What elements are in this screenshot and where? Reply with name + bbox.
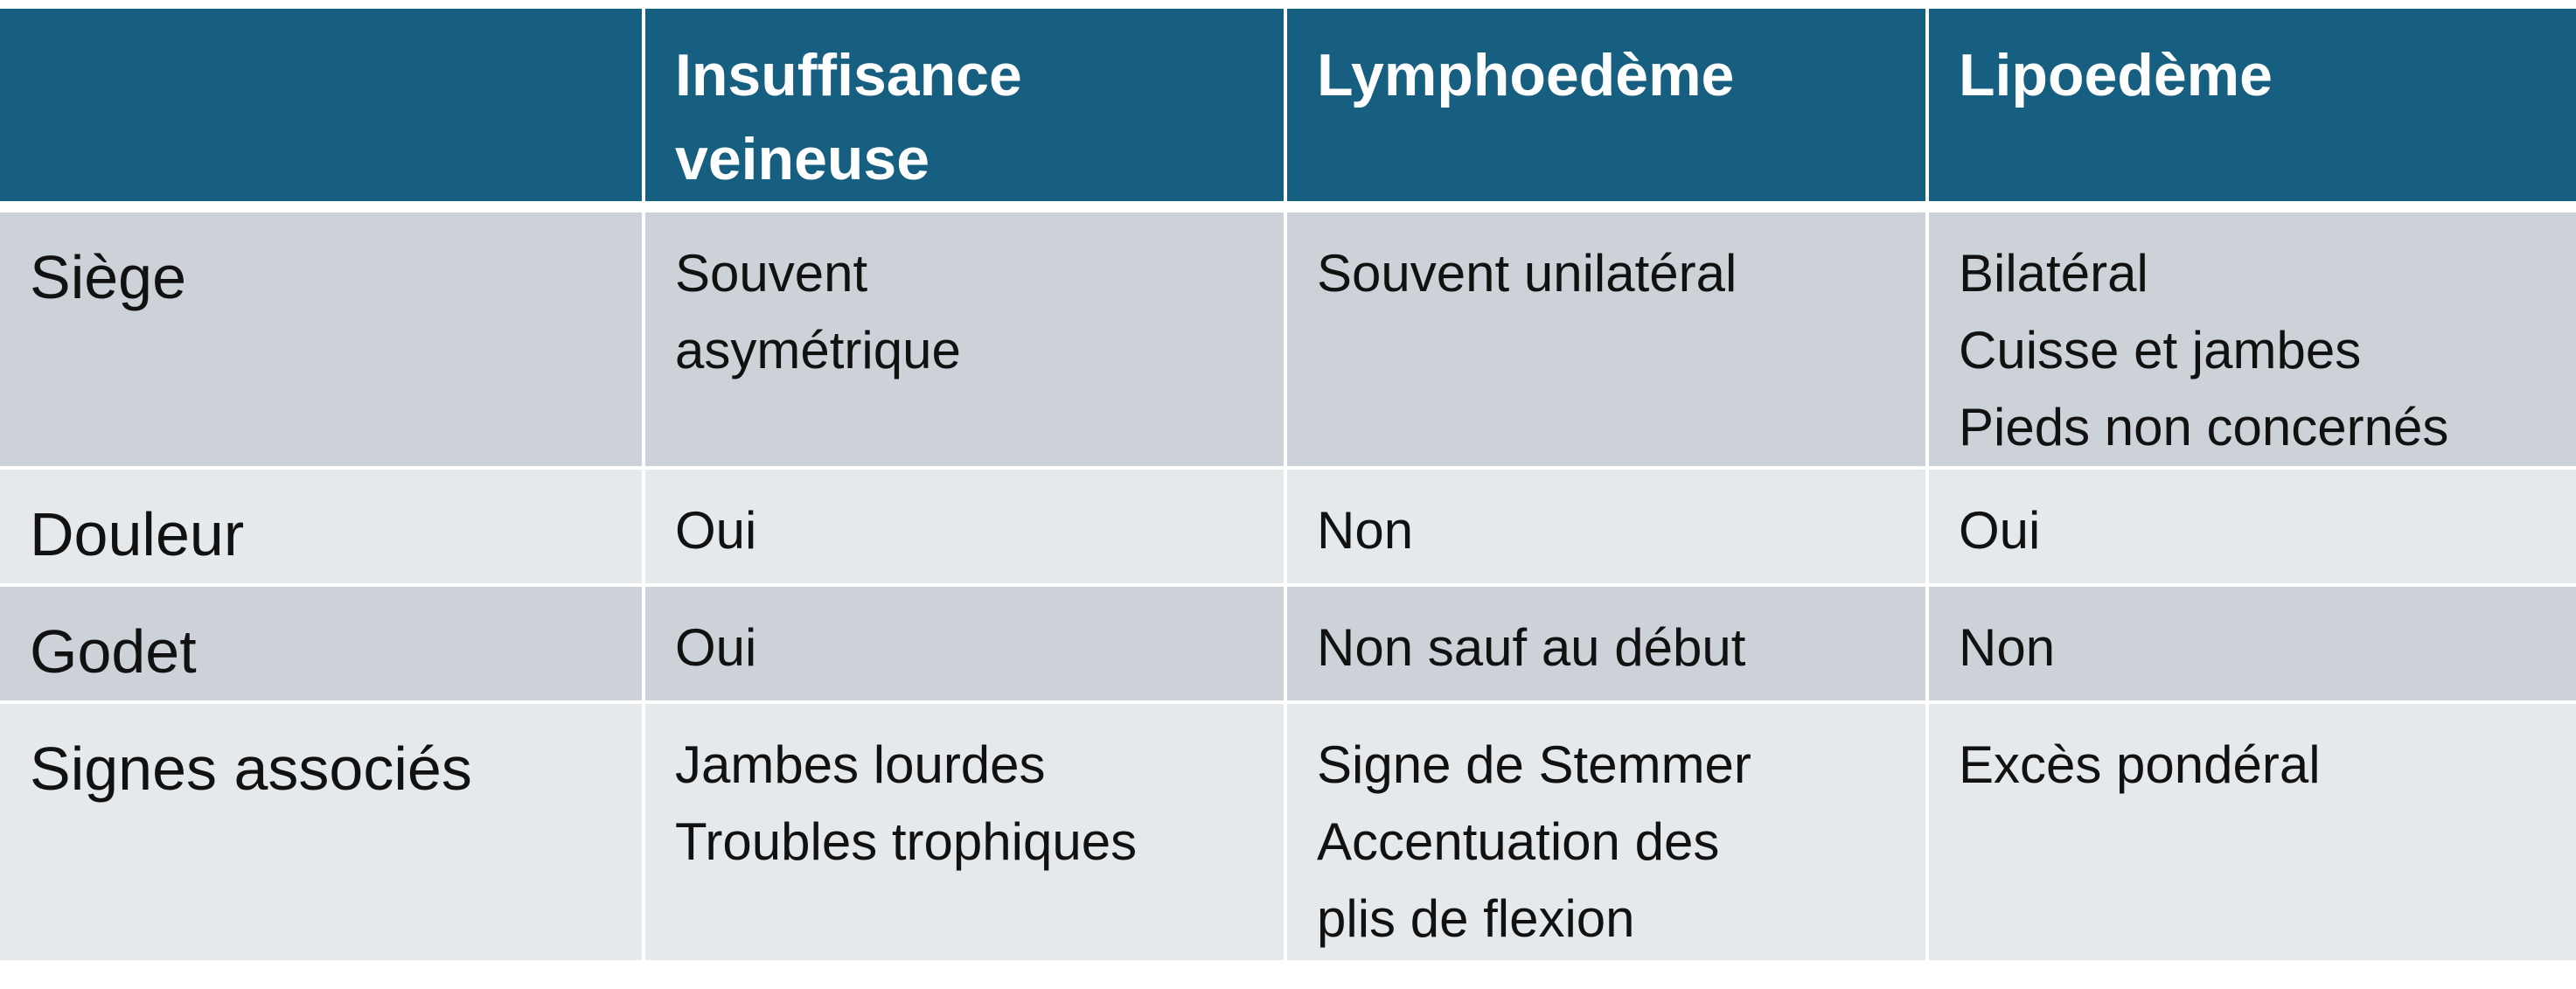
header-row bbox=[0, 9, 2576, 207]
row-label-text: Godet bbox=[30, 617, 197, 686]
cell-line: asymétrique bbox=[675, 321, 961, 380]
comparison-table bbox=[0, 9, 2576, 960]
table-cell bbox=[1285, 207, 1927, 469]
cell-line: Accentuation des bbox=[1317, 812, 1720, 871]
row-label-text: Siège bbox=[30, 243, 187, 311]
cell-line: plis de flexion bbox=[1317, 889, 1635, 948]
table-row-douleur bbox=[0, 468, 2576, 585]
cell-line: Jambes lourdes bbox=[675, 735, 1046, 794]
cell-line: Non bbox=[1959, 618, 2056, 677]
cell-line: Souvent unilatéral bbox=[1317, 244, 1737, 303]
cell-line: Non bbox=[1317, 501, 1414, 560]
table-cell bbox=[1285, 585, 1927, 702]
header-line: veineuse bbox=[675, 126, 930, 192]
row-label bbox=[0, 585, 644, 702]
header-line: Lipoedème bbox=[1959, 42, 2273, 108]
table-cell bbox=[644, 585, 1285, 702]
row-label bbox=[0, 468, 644, 585]
cell-line: Excès pondéral bbox=[1959, 735, 2321, 794]
row-label-text: Douleur bbox=[30, 500, 245, 568]
cell-line: Souvent bbox=[675, 244, 868, 303]
header-line: Insuffisance bbox=[675, 42, 1022, 108]
cell-line: Oui bbox=[675, 501, 757, 560]
cell-line: Non sauf au début bbox=[1317, 618, 1746, 677]
cell-line: Pieds non concernés bbox=[1959, 398, 2449, 456]
cell-line: Oui bbox=[675, 618, 757, 677]
cell-line: Bilatéral bbox=[1959, 244, 2148, 303]
row-label bbox=[0, 702, 644, 960]
table-cell bbox=[644, 207, 1285, 469]
table-row-signes-associes bbox=[0, 702, 2576, 960]
table-row-siege bbox=[0, 207, 2576, 469]
header-cell-lymphoedeme bbox=[1285, 9, 1927, 207]
table-cell bbox=[644, 702, 1285, 960]
table-cell bbox=[1927, 207, 2576, 469]
table-cell bbox=[644, 468, 1285, 585]
cell-line: Oui bbox=[1959, 501, 2041, 560]
row-label-text: Signes associés bbox=[30, 735, 472, 803]
cell-line: Troubles trophiques bbox=[675, 812, 1138, 871]
table-cell bbox=[1285, 702, 1927, 960]
table-cell bbox=[1927, 468, 2576, 585]
comparison-table-container bbox=[0, 9, 2576, 960]
row-label bbox=[0, 207, 644, 469]
header-cell-insuffisance-veineuse bbox=[644, 9, 1285, 207]
header-line: Lymphoedème bbox=[1317, 42, 1735, 108]
table-cell bbox=[1927, 702, 2576, 960]
header-cell-empty bbox=[0, 9, 644, 207]
cell-line: Signe de Stemmer bbox=[1317, 735, 1751, 794]
table-row-godet bbox=[0, 585, 2576, 702]
header-cell-lipoedeme bbox=[1927, 9, 2576, 207]
table-cell bbox=[1927, 585, 2576, 702]
table-cell bbox=[1285, 468, 1927, 585]
cell-line: Cuisse et jambes bbox=[1959, 321, 2362, 380]
